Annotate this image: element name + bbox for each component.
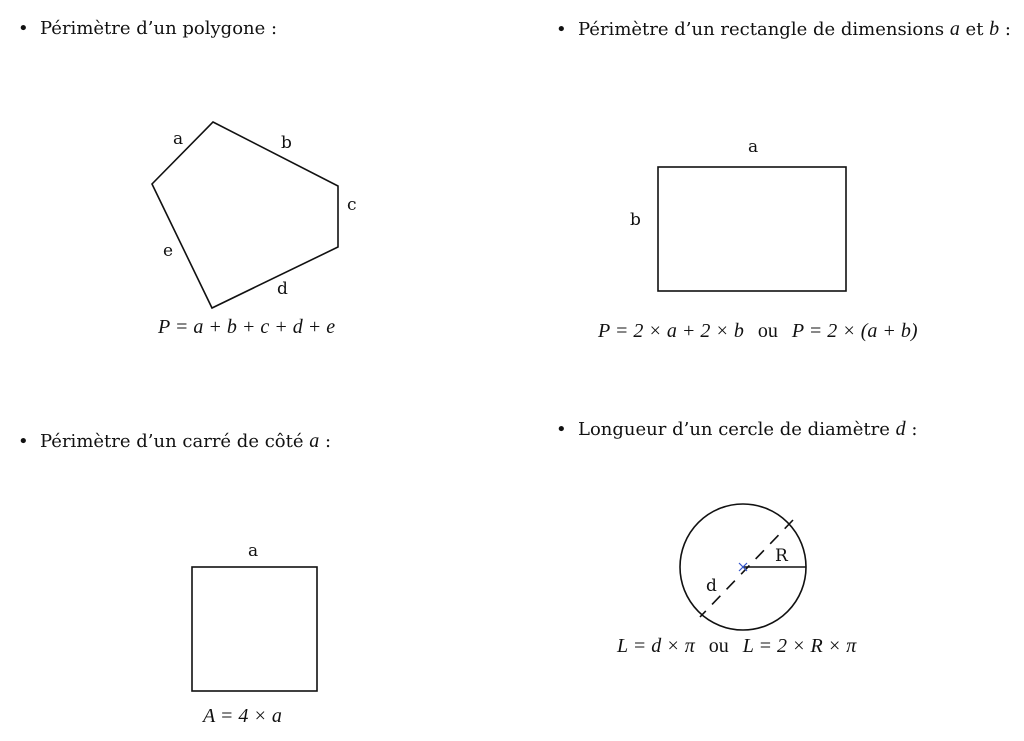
circle-label-R: R <box>775 546 788 566</box>
formula-rectangle-2: P = 2 × (a + b) <box>791 320 918 342</box>
rectangle-label-b: b <box>630 210 641 230</box>
formula-rectangle-or: ou <box>757 320 778 342</box>
bullet: • <box>18 431 29 452</box>
formula-square: A = 4 × a <box>203 705 282 727</box>
heading-circle-text-1: Longueur d’un cercle de diamètre <box>578 419 896 440</box>
bullet: • <box>556 19 567 40</box>
heading-circle-var: d <box>895 418 906 440</box>
pentagon-label-a: a <box>173 129 184 149</box>
pentagon-label-d: d <box>277 279 288 299</box>
heading-rectangle-var-b: b <box>989 18 1000 40</box>
bullet: • <box>556 419 567 440</box>
heading-polygon-text: Périmètre d’un polygone : <box>40 18 278 39</box>
pentagon-label-b: b <box>281 133 292 153</box>
square-label-a: a <box>248 541 259 561</box>
heading-rectangle-text-3: : <box>999 19 1011 40</box>
circle-label-d: d <box>706 576 717 596</box>
pentagon-shape <box>152 122 338 308</box>
heading-rectangle-text-1: Périmètre d’un rectangle de dimensions <box>578 19 950 40</box>
formula-circle-or: ou <box>708 635 729 657</box>
pentagon-label-e: e <box>163 241 174 261</box>
heading-rectangle-var-a: a <box>949 18 960 40</box>
rectangle-shape <box>658 167 846 291</box>
heading-square-text-2: : <box>319 431 332 452</box>
rectangle-label-a: a <box>748 137 759 157</box>
formula-rectangle <box>598 320 918 343</box>
heading-rectangle-text-2: et <box>959 19 990 40</box>
formula-rectangle-1: P = 2 × a + 2 × b <box>598 320 744 342</box>
heading-square-var: a <box>309 430 320 452</box>
heading-square-text-1: Périmètre d’un carré de côté <box>40 431 310 452</box>
bullet: • <box>18 18 29 39</box>
formula-circle <box>617 635 856 658</box>
pentagon-label-c: c <box>347 195 357 215</box>
heading-circle-text-2: : <box>905 419 918 440</box>
formula-polygon: P = a + b + c + d + e <box>158 316 336 338</box>
square-shape <box>192 567 317 691</box>
formula-circle-2: L = 2 × R × π <box>742 635 857 657</box>
circle-diameter-dashed <box>700 520 793 617</box>
formula-circle-1: L = d × π <box>617 635 695 657</box>
